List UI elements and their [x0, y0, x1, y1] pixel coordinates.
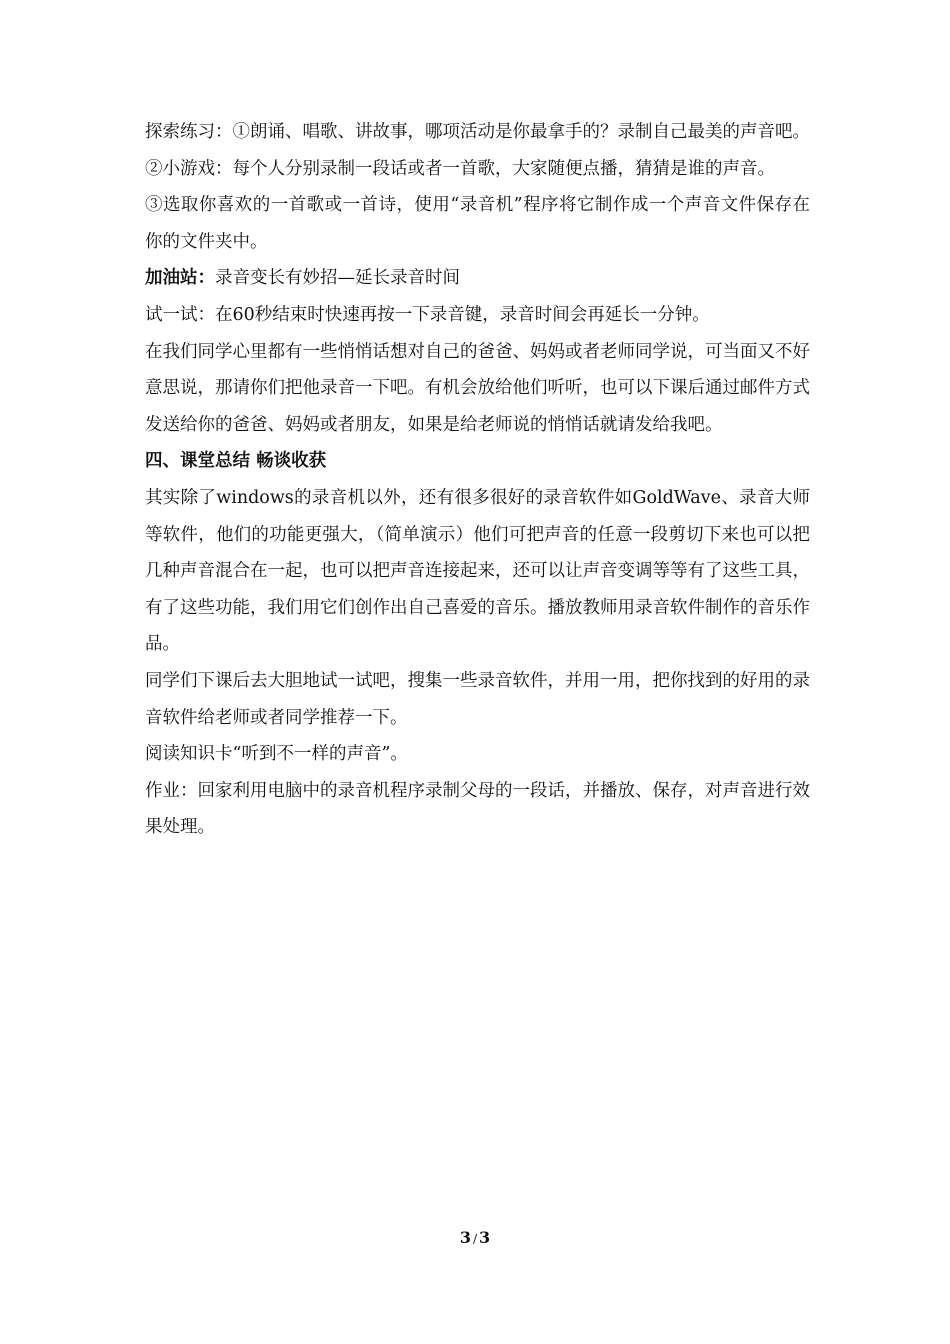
page-content: [145, 114, 810, 846]
tip-label: 加油站：: [145, 268, 215, 289]
total-page-number: 3: [479, 1228, 491, 1247]
software-paragraph: 其实除了windows的录音机以外，还有很多很好的录音软件如GoldWave、录音大师等软件，他们的功能更强大，（简单演示）他们可把声音的任意一段剪切下来也可以把几种声音混合在一起，也可以把声音连接起来，还可以让声音变调等等有了这些工具，有了这些功能，我们用它们创作出自己喜爱的音乐。播放教师用录音软件制作的音乐作品。: [145, 487, 810, 655]
page-number-footer: [0, 1228, 950, 1247]
tip-paragraph: [145, 260, 810, 297]
current-page-number: 3: [459, 1228, 471, 1247]
section-heading: 四、课堂总结 畅谈收获: [145, 451, 327, 472]
explore-practice-paragraph: 探索练习：①朗诵、唱歌、讲故事，哪项活动是你最拿手的？录制自己最美的声音吧。: [145, 122, 810, 142]
game-paragraph: ②小游戏：每个人分别录制一段话或者一首歌，大家随便点播，猜猜是谁的声音。: [145, 158, 775, 179]
page-number-separator: /: [472, 1232, 478, 1246]
tip-text: 录音变长有妙招—延长录音时间: [215, 268, 460, 289]
try-it-paragraph: 试一试：在60秒结束时快速再按一下录音键，录音时间会再延长一分钟。: [145, 304, 710, 325]
homework-paragraph: 作业：回家利用电脑中的录音机程序录制父母的一段话，并播放、保存，对声音进行效果处理。: [145, 780, 810, 838]
whisper-paragraph: 在我们同学心里都有一些悄悄话想对自己的爸爸、妈妈或者老师同学说，可当面又不好意思说，那请你们把他录音一下吧。有机会放给他们听听，也可以下课后通过邮件方式发送给你的爸爸、妈妈或者朋友，如果是给老师说的悄悄话就请发给我吧。: [145, 341, 810, 435]
select-song-paragraph: ③选取你喜欢的一首歌或一首诗，使用“录音机”程序将它制作成一个声音文件保存在你的文件夹中。: [145, 195, 810, 252]
after-class-paragraph: 同学们下课后去大胆地试一试吧，搜集一些录音软件，并用一用，把你找到的好用的录音软件给老师或者同学推荐一下。: [145, 670, 810, 728]
reading-card-paragraph: 阅读知识卡“听到不一样的声音”。: [145, 744, 408, 765]
